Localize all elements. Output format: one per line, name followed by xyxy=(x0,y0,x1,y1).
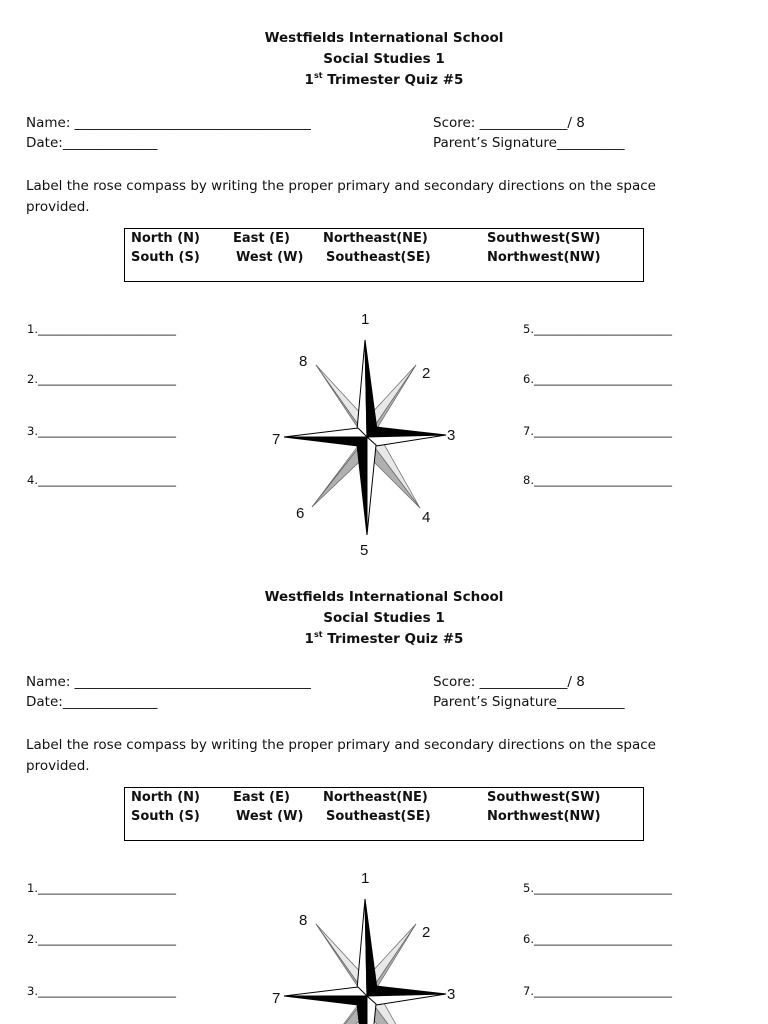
answer-line-1[interactable]: 1.________________________ xyxy=(27,881,176,895)
compass-number-3: 3 xyxy=(447,427,456,444)
date-field[interactable]: Date:______________ xyxy=(26,694,158,710)
parent-signature-field[interactable]: Parent’s Signature__________ xyxy=(433,694,625,710)
answer-line-7[interactable]: 7.________________________ xyxy=(523,424,672,438)
school-name: Westfields International School xyxy=(264,30,504,46)
parent-signature-field[interactable]: Parent’s Signature__________ xyxy=(433,135,625,151)
instruction-text: Label the rose compass by writing the proper primary and secondary directions on the space provided. xyxy=(26,737,656,774)
quiz-title: 1st Trimester Quiz #5 xyxy=(304,630,464,647)
word-northeast: Northeast(NE) xyxy=(323,790,428,805)
word-west: West (W) xyxy=(236,250,304,265)
answer-line-3[interactable]: 3.________________________ xyxy=(27,424,176,438)
score-field[interactable]: Score: _____________/ 8 xyxy=(433,674,585,690)
compass-number-7: 7 xyxy=(272,431,281,448)
word-south: South (S) xyxy=(131,250,200,265)
answer-line-2[interactable]: 2.________________________ xyxy=(27,372,176,386)
word-north: North (N) xyxy=(131,231,200,246)
answer-line-6[interactable]: 6.________________________ xyxy=(523,372,672,386)
compass-number-1: 1 xyxy=(361,311,370,328)
compass-number-2: 2 xyxy=(422,365,431,382)
compass-number-5: 5 xyxy=(360,542,369,559)
compass-number-7: 7 xyxy=(272,990,281,1007)
answer-line-3[interactable]: 3.________________________ xyxy=(27,984,176,998)
compass-number-8: 8 xyxy=(299,353,308,370)
word-northeast: Northeast(NE) xyxy=(323,231,428,246)
answer-line-2[interactable]: 2.________________________ xyxy=(27,932,176,946)
compass-rose-bottom xyxy=(254,859,474,1024)
word-northwest: Northwest(NW) xyxy=(487,250,601,265)
word-south: South (S) xyxy=(131,809,200,824)
compass-number-1: 1 xyxy=(361,870,370,887)
school-name: Westfields International School xyxy=(264,589,504,605)
word-southeast: Southeast(SE) xyxy=(326,250,431,265)
compass-number-6: 6 xyxy=(296,505,305,522)
word-east: East (E) xyxy=(233,790,290,805)
answer-line-7[interactable]: 7.________________________ xyxy=(523,984,672,998)
name-field[interactable]: Name: ___________________________________ xyxy=(26,674,311,690)
compass-number-4: 4 xyxy=(422,509,431,526)
subject-title: Social Studies 1 xyxy=(323,51,445,67)
compass-number-8: 8 xyxy=(299,912,308,929)
answer-line-5[interactable]: 5.________________________ xyxy=(523,881,672,895)
instruction-text: Label the rose compass by writing the proper primary and secondary directions on the space provided. xyxy=(26,178,656,215)
compass-rose-graphic xyxy=(284,899,446,1024)
word-southeast: Southeast(SE) xyxy=(326,809,431,824)
word-southwest: Southwest(SW) xyxy=(487,231,601,246)
answer-line-5[interactable]: 5.________________________ xyxy=(523,322,672,336)
answer-line-8[interactable]: 8.________________________ xyxy=(523,473,672,487)
score-field[interactable]: Score: _____________/ 8 xyxy=(433,115,585,131)
compass-number-3: 3 xyxy=(447,986,456,1003)
direction-word-bank xyxy=(124,228,644,282)
name-field[interactable]: Name: ___________________________________ xyxy=(26,115,311,131)
answer-line-6[interactable]: 6.________________________ xyxy=(523,932,672,946)
compass-rose-top xyxy=(254,300,474,570)
answer-line-1[interactable]: 1.________________________ xyxy=(27,322,176,336)
quiz-title: 1st Trimester Quiz #5 xyxy=(304,71,464,88)
compass-number-2: 2 xyxy=(422,924,431,941)
word-north: North (N) xyxy=(131,790,200,805)
direction-word-bank xyxy=(124,787,644,841)
answer-line-4[interactable]: 4.________________________ xyxy=(27,473,176,487)
subject-title: Social Studies 1 xyxy=(323,610,445,626)
word-southwest: Southwest(SW) xyxy=(487,790,601,805)
word-northwest: Northwest(NW) xyxy=(487,809,601,824)
date-field[interactable]: Date:______________ xyxy=(26,135,158,151)
word-west: West (W) xyxy=(236,809,304,824)
word-east: East (E) xyxy=(233,231,290,246)
